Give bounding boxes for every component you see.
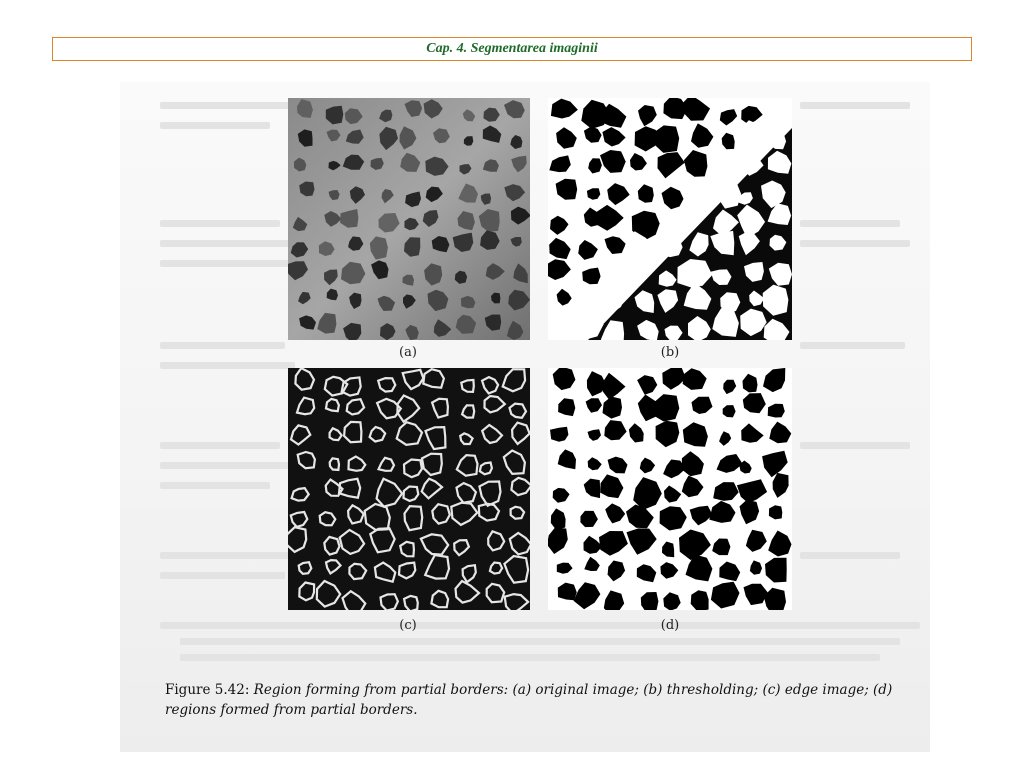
caption-prefix: Figure 5.42: — [165, 682, 250, 698]
chapter-title: Cap. 4. Segmentarea imaginii — [426, 41, 598, 56]
thresholded-image — [548, 98, 792, 340]
edge-image — [288, 368, 530, 610]
panel-label-d: (d) — [660, 618, 680, 633]
figure-panel-a — [288, 98, 530, 340]
original-image — [288, 98, 530, 340]
figure-panel-b — [548, 98, 792, 340]
figure-panel-c — [288, 368, 530, 610]
figure-panel-d — [548, 368, 792, 610]
panel-label-b: (b) — [660, 345, 680, 360]
regions-image — [548, 368, 792, 610]
chapter-header — [52, 37, 972, 61]
panel-label-a: (a) — [399, 345, 417, 360]
panel-label-c: (c) — [399, 618, 417, 633]
figure-caption — [165, 680, 925, 720]
caption-text: Region forming from partial borders: (a) original image; (b) thresholding; (c) edge image; (d) regions formed from partial borders. — [165, 682, 893, 718]
